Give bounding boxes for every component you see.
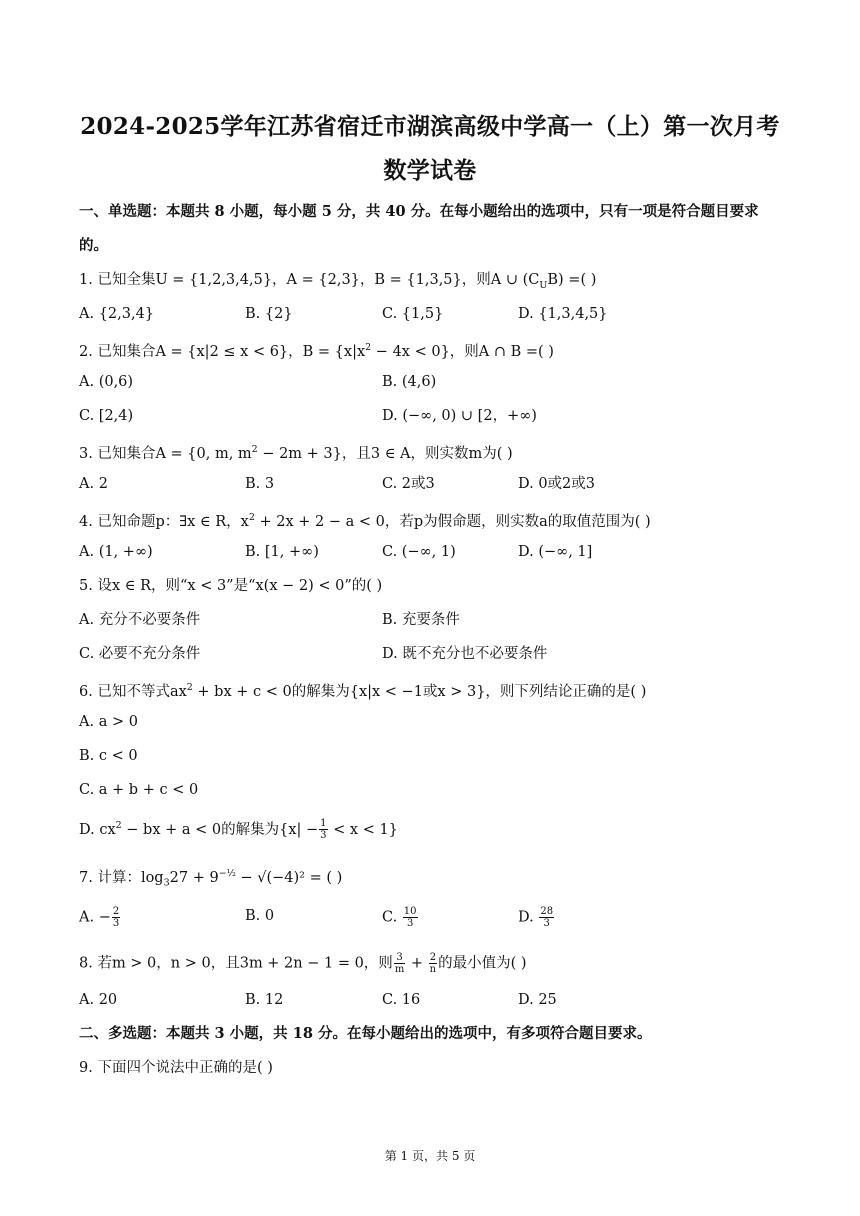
section1-heading: 一、单选题：本题共 8 小题，每小题 5 分，共 40 分。在每小题给出的选项中，只有一项是符合题目要求 bbox=[79, 203, 759, 220]
q2-option-b: B. (4,6) bbox=[382, 374, 437, 390]
page-footer: 第 1 页，共 5 页 bbox=[384, 1149, 476, 1163]
q1-stem: 1. 已知全集U = {1,2,3,4,5}，A = {2,3}，B = {1,3,5}，则A ∪ $(C_UB)$ =( ) bbox=[79, 272, 597, 291]
fraction-one-third: $\frac{1}{3}$ bbox=[320, 818, 327, 842]
q5-stem: 5. 设x ∈ R，则“x < 3”是“x(x − 2) < 0”的( ) bbox=[79, 578, 383, 594]
q8-stem: 8. 若m > 0，n > 0，且3m + 2n − 1 = 0，则 $\frac{3}{m}$ + $\frac{2}{n}$ 的最小值为( ) bbox=[79, 952, 527, 975]
q3-option-c: C. 2或3 bbox=[382, 476, 435, 492]
q6-option-a: A. a > 0 bbox=[79, 714, 138, 730]
q2-option-a: A. (0,6) bbox=[79, 374, 134, 390]
page-title: 2024-2025学年江苏省宿迁市湖滨高级中学高一（上）第一次月考 bbox=[80, 113, 780, 140]
q7-option-c: C. $\frac{10}{3}$ bbox=[382, 906, 417, 929]
q5-option-a: A. 充分不必要条件 bbox=[79, 612, 201, 628]
q6-option-d: D. $cx^2$ − bx + a < 0的解集为{x| − $\frac{1}{3}$ < x < 1} bbox=[79, 818, 398, 842]
q2-option-c: C. [2,4) bbox=[79, 408, 134, 424]
section1-heading-cont: 的。 bbox=[79, 237, 108, 254]
q3-stem: 3. 已知集合A = {0, m, $m^2 - 2m + 3$}，且3 ∈ A，则实数m为( ) bbox=[79, 444, 513, 462]
q5-option-d: D. 既不充分也不必要条件 bbox=[382, 646, 548, 662]
q1-option-a: A. {2,3,4} bbox=[79, 306, 155, 322]
q7-option-b: B. 0 bbox=[245, 908, 275, 924]
q2-option-d: D. (−∞, 0) ∪ [2，+∞) bbox=[382, 408, 537, 424]
q1-option-b: B. {2} bbox=[245, 306, 293, 322]
q7-option-a: A. − $\frac{2}{3}$ bbox=[79, 906, 120, 929]
q6-option-c: C. a + b + c < 0 bbox=[79, 782, 199, 798]
q1-option-c: C. {1,5} bbox=[382, 306, 444, 322]
q5-option-b: B. 充要条件 bbox=[382, 612, 460, 628]
q7-stem: 7. 计算：$\log_327 + 9^{-\frac{1}{2}} - √(-4)^2$ = ( ) bbox=[79, 868, 343, 889]
q2-stem: 2. 已知集合A = {x|2 ≤ x < 6}，$B = \{x|x^2 - 4x < 0\}$，则A ∩ B =( ) bbox=[79, 342, 554, 360]
q8-option-c: C. 16 bbox=[382, 992, 421, 1008]
q5-option-c: C. 必要不充分条件 bbox=[79, 646, 201, 662]
q4-option-b: B. [1, +∞) bbox=[245, 544, 319, 560]
q6-option-b: B. c < 0 bbox=[79, 748, 138, 764]
q7-option-d: D. $\frac{28}{3}$ bbox=[518, 906, 554, 929]
q4-stem: 4. 已知命题p：∃x ∈ R，$x^2 + 2x + 2 - a < 0$，若p为假命题，则实数a的取值范围为( ) bbox=[79, 512, 651, 530]
q4-option-a: A. (1, +∞) bbox=[79, 544, 153, 560]
q8-option-b: B. 12 bbox=[245, 992, 284, 1008]
page-subtitle: 数学试卷 bbox=[383, 157, 477, 184]
q6-stem: 6. 已知不等式$ax^2$ + bx + c < 0的解集为{x|x < −1或x > 3}，则下列结论正确的是( ) bbox=[79, 682, 647, 700]
q3-option-d: D. 0或2或3 bbox=[518, 476, 596, 492]
q4-option-d: D. (−∞, 1] bbox=[518, 544, 593, 560]
q8-option-d: D. 25 bbox=[518, 992, 557, 1008]
q3-option-a: A. 2 bbox=[79, 476, 108, 492]
q1-option-d: D. {1,3,4,5} bbox=[518, 306, 608, 322]
q9-stem: 9. 下面四个说法中正确的是( ) bbox=[79, 1060, 273, 1076]
section2-heading: 二、多选题：本题共 3 小题，共 18 分。在每小题给出的选项中，有多项符合题目要求。 bbox=[79, 1025, 652, 1042]
q8-option-a: A. 20 bbox=[79, 992, 118, 1008]
q3-option-b: B. 3 bbox=[245, 476, 275, 492]
q4-option-c: C. (−∞, 1) bbox=[382, 544, 456, 560]
